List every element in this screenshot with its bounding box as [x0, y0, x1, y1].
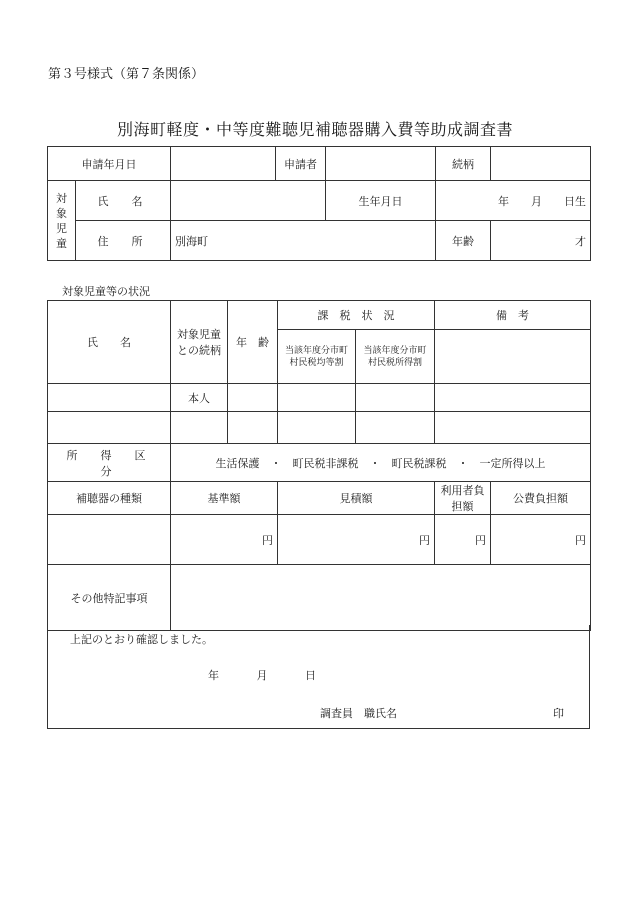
- public-burden-field[interactable]: 円: [491, 515, 591, 565]
- applicant-label: 申請者: [276, 147, 326, 181]
- applicant-field[interactable]: [326, 147, 436, 181]
- self-age-field[interactable]: [228, 384, 278, 412]
- public-burden-header: 公費負担額: [491, 482, 591, 515]
- device-type-field[interactable]: [48, 515, 171, 565]
- child-name-field[interactable]: [171, 181, 326, 221]
- month-label: 月: [256, 669, 268, 682]
- address-label: 住 所: [76, 221, 171, 261]
- estimate-amount-header: 見積額: [278, 482, 435, 515]
- address-field[interactable]: 別海町: [171, 221, 436, 261]
- name-label: 氏 名: [76, 181, 171, 221]
- member-relation-field[interactable]: [171, 412, 228, 444]
- relation-header: 対象児童との続柄: [171, 301, 228, 384]
- other-notes-label: その他特記事項: [48, 565, 171, 631]
- tax-income-header: 当該年度分市町村民税所得割: [356, 330, 435, 384]
- application-date-field[interactable]: [171, 147, 276, 181]
- age-header: 年 齢: [228, 301, 278, 384]
- income-category-options[interactable]: 生活保護 ・ 町民税非課税 ・ 町民税課税 ・ 一定所得以上: [171, 444, 591, 482]
- member-tax-income-field[interactable]: [356, 412, 435, 444]
- other-notes-field[interactable]: [171, 565, 591, 631]
- birth-field[interactable]: 年 月 日生: [436, 181, 591, 221]
- basic-info-table: [47, 146, 591, 261]
- self-relation-cell: 本人: [171, 384, 228, 412]
- base-amount-field[interactable]: 円: [171, 515, 278, 565]
- age-field[interactable]: 才: [491, 221, 591, 261]
- relation-label: 続柄: [436, 147, 491, 181]
- member-name-field[interactable]: [48, 412, 171, 444]
- form-number: 第３号様式（第７条関係）: [48, 67, 205, 82]
- self-name-field[interactable]: [48, 384, 171, 412]
- relation-field[interactable]: [491, 147, 591, 181]
- self-remarks-field[interactable]: [435, 384, 591, 412]
- confirmation-box: [47, 625, 590, 729]
- income-category-label: 所 得 区 分: [48, 444, 171, 482]
- member-remarks-field[interactable]: [435, 412, 591, 444]
- status-table: [47, 300, 591, 631]
- document-title: 別海町軽度・中等度難聴児補聴器購入費等助成調査書: [116, 120, 513, 139]
- investigator-label: 調査員 職氏名: [320, 707, 397, 720]
- self-tax-equal-field[interactable]: [278, 384, 356, 412]
- age-label: 年齢: [436, 221, 491, 261]
- birth-label: 生年月日: [326, 181, 436, 221]
- member-age-field[interactable]: [228, 412, 278, 444]
- remarks-sub-header: [435, 330, 591, 384]
- application-date-label: 申請年月日: [48, 147, 171, 181]
- confirmation-date[interactable]: [208, 667, 316, 683]
- subject-child-label: 対象児童: [48, 181, 76, 261]
- remarks-header: 備 考: [435, 301, 591, 330]
- base-amount-header: 基準額: [171, 482, 278, 515]
- tax-equal-header: 当該年度分市町村民税均等割: [278, 330, 356, 384]
- seal-mark: 印: [553, 707, 564, 720]
- device-type-header: 補聴器の種類: [48, 482, 171, 515]
- status-section-label: 対象児童等の状況: [62, 285, 150, 298]
- estimate-amount-field[interactable]: 円: [278, 515, 435, 565]
- tax-status-header: 課 税 状 況: [278, 301, 435, 330]
- year-label: 年: [208, 669, 219, 682]
- self-tax-income-field[interactable]: [356, 384, 435, 412]
- day-label: 日: [305, 669, 316, 682]
- member-tax-equal-field[interactable]: [278, 412, 356, 444]
- user-burden-field[interactable]: 円: [435, 515, 491, 565]
- confirmation-message: 上記のとおり確認しました。: [70, 633, 213, 646]
- user-burden-header: 利用者負担額: [435, 482, 491, 515]
- name-header: 氏 名: [48, 301, 171, 384]
